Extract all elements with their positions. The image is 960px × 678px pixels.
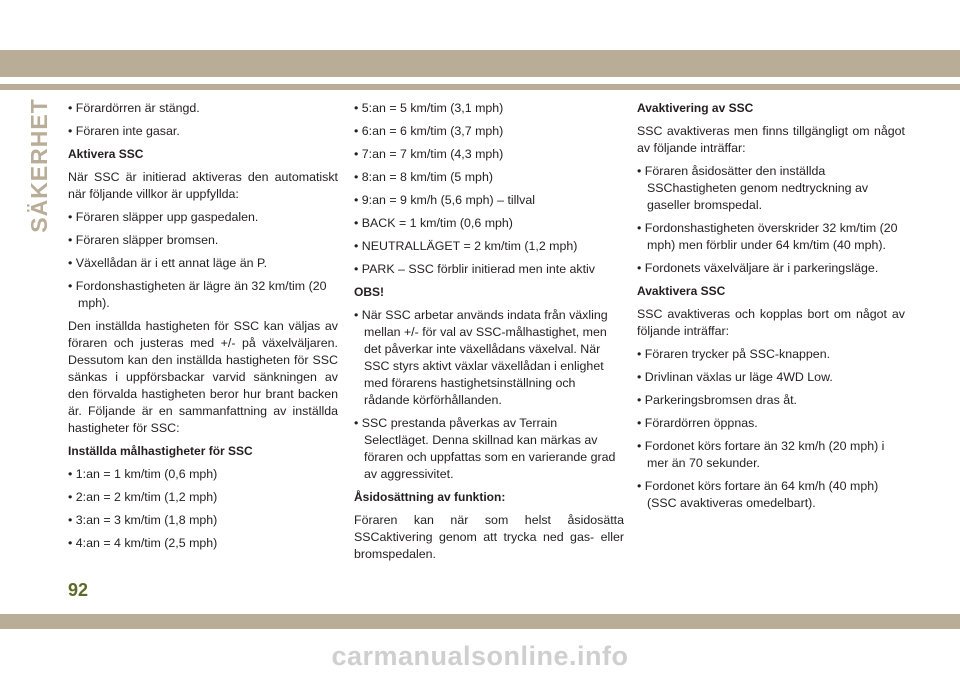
bullet-item: • 2:an = 2 km/tim (1,2 mph) [68, 489, 338, 506]
bullet-item: • 8:an = 8 km/tim (5 mph) [354, 169, 624, 186]
bullet-item: • Föraren släpper bromsen. [68, 232, 338, 249]
bullet-item: • Föraren trycker på SSC-knappen. [637, 346, 905, 363]
page-number: 92 [68, 580, 89, 600]
footer-band [0, 614, 960, 629]
header-band [0, 50, 960, 77]
bullet-item: • 6:an = 6 km/tim (3,7 mph) [354, 123, 624, 140]
bullet-item: • SSC prestanda påverkas av Terrain Selectläget. Denna skillnad kan märkas av föraren och uppfattas som en varierande grad av aggressivitet. [354, 415, 624, 483]
bullet-item: • Fordonshastigheten är lägre än 32 km/tim (20 mph). [68, 278, 338, 312]
section-title: SÄKERHET [25, 97, 52, 233]
header-rule [0, 84, 960, 90]
bullet-item: • Förardörren öppnas. [637, 415, 905, 432]
section-heading: Avaktivering av SSC [637, 101, 754, 115]
paragraph: SSC avaktiveras men finns tillgängligt om något av följande inträffar: [637, 124, 905, 155]
bullet-item: • Föraren släpper upp gaspedalen. [68, 209, 338, 226]
bullet-item: • När SSC arbetar används indata från växling mellan +/- för val av SSC-målhastighet, men det påverkar inte växellådans växelval. När SSC styrs aktivt växlar växellådan i enlighet med förarens hastighetsinställning och rådande körförhållanden. [354, 307, 624, 409]
bullet-item: • Drivlinan växlas ur läge 4WD Low. [637, 369, 905, 386]
section-heading: OBS! [354, 285, 384, 299]
bullet-item: • Fordonshastigheten överskrider 32 km/tim (20 mph) men förblir under 64 km/tim (40 mph). [637, 220, 905, 254]
bullet-item: • 7:an = 7 km/tim (4,3 mph) [354, 146, 624, 163]
bullet-item: • BACK = 1 km/tim (0,6 mph) [354, 215, 624, 232]
bullet-item: • PARK – SSC förblir initierad men inte aktiv [354, 261, 624, 278]
watermark: carmanualsonline.info [331, 641, 629, 671]
bullet-item: • 3:an = 3 km/tim (1,8 mph) [68, 512, 338, 529]
bullet-item: • 4:an = 4 km/tim (2,5 mph) [68, 535, 338, 552]
section-heading: Åsidosättning av funktion: [354, 490, 506, 504]
paragraph: Den inställda hastigheten för SSC kan väljas av föraren och justeras med +/- på växelväljaren. Dessutom kan den inställda hastigheten för SSC sänkas i uppförsbackar varvid sänkningen av den förvalda hastigheten beror hur brant backen är. Följande är en sammanfattning av inställda hastigheter för SSC: [68, 319, 338, 435]
bullet-item: • 5:an = 5 km/tim (3,1 mph) [354, 100, 624, 117]
bullet-item: • Föraren inte gasar. [68, 123, 338, 140]
paragraph: SSC avaktiveras och kopplas bort om något av följande inträffar: [637, 307, 905, 338]
bullet-item: • Fordonet körs fortare än 32 km/h (20 mph) i mer än 70 sekunder. [637, 438, 905, 472]
bullet-item: • 1:an = 1 km/tim (0,6 mph) [68, 466, 338, 483]
paragraph: Föraren kan när som helst åsidosätta SSCaktivering genom att trycka ned gas- eller bromspedalen. [354, 513, 624, 561]
bullet-item: • Föraren åsidosätter den inställda SSChastigheten genom nedtryckning av gaseller bromspedal. [637, 163, 905, 214]
paragraph: När SSC är initierad aktiveras den automatiskt när följande villkor är uppfyllda: [68, 170, 338, 201]
section-heading: Inställda målhastigheter för SSC [68, 444, 253, 458]
bullet-item: • 9:an = 9 km/h (5,6 mph) – tillval [354, 192, 624, 209]
section-heading: Aktivera SSC [68, 147, 144, 161]
bullet-item: • Växellådan är i ett annat läge än P. [68, 255, 338, 272]
bullet-item: • Fordonet körs fortare än 64 km/h (40 mph) (SSC avaktiveras omedelbart). [637, 478, 905, 512]
section-heading: Avaktivera SSC [637, 284, 726, 298]
bullet-item: • Förardörren är stängd. [68, 100, 338, 117]
section-tab [24, 97, 54, 233]
text-column-3 [637, 100, 905, 518]
bullet-item: • Fordonets växelväljare är i parkeringsläge. [637, 260, 905, 277]
bullet-item: • NEUTRALLÄGET = 2 km/tim (1,2 mph) [354, 238, 624, 255]
bullet-item: • Parkeringsbromsen dras åt. [637, 392, 905, 409]
text-column-1 [68, 100, 338, 558]
text-column-2 [354, 100, 624, 569]
